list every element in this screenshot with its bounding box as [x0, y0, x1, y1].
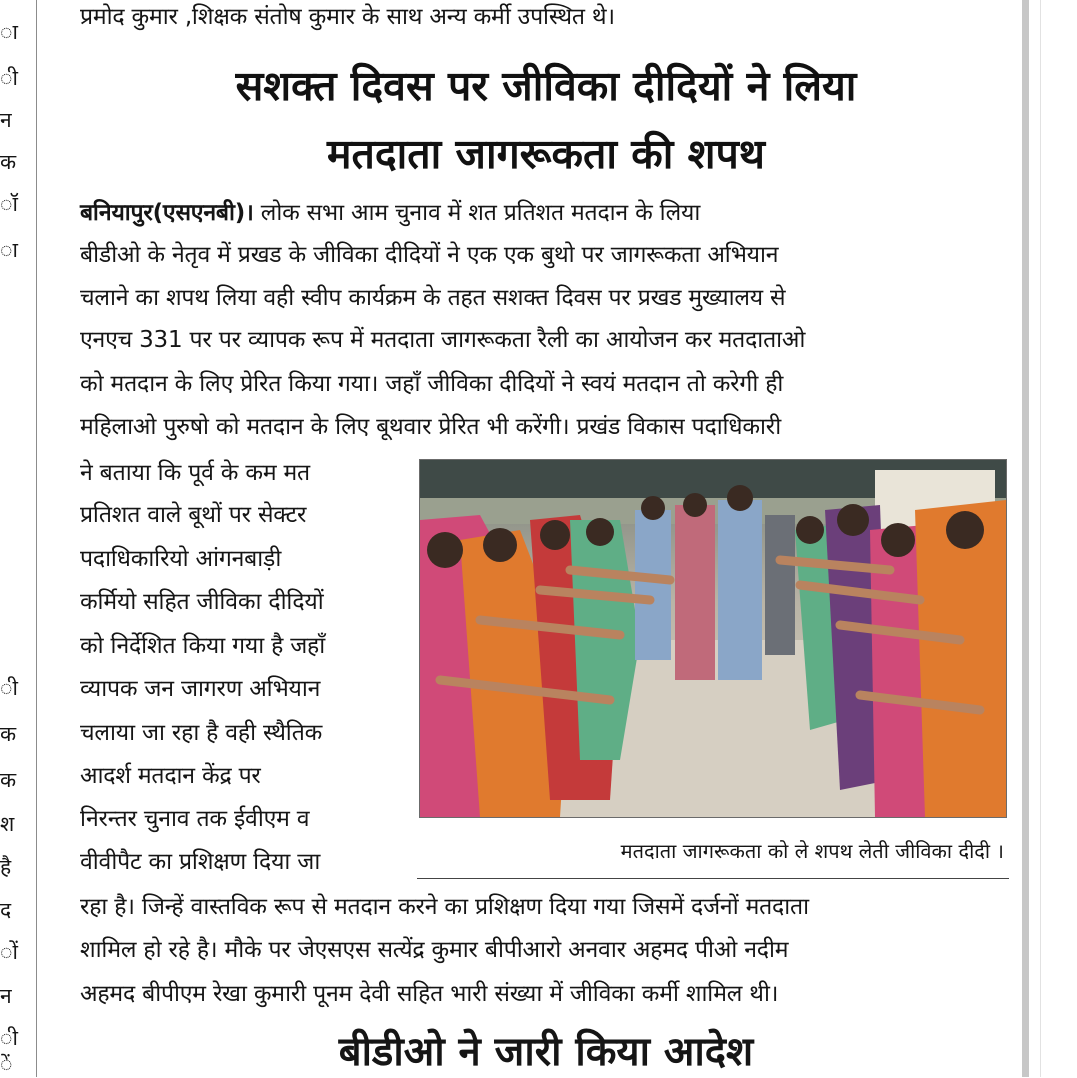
head [837, 504, 869, 536]
left-fragment: ें [0, 1052, 13, 1076]
news-photo [419, 459, 1007, 818]
dateline: बनियापुर(एसएनबी)। [80, 200, 254, 226]
man-3 [718, 500, 762, 680]
left-fragment: ों [0, 940, 18, 964]
narrow-line-6: व्यापक जन जागरण अभियान [80, 676, 321, 702]
women-taking-oath-photo [420, 460, 1006, 817]
left-fragment: न [0, 108, 12, 132]
left-fragment: श [0, 812, 15, 836]
left-fragment: क [0, 722, 17, 746]
man-2 [675, 505, 715, 680]
head [641, 496, 665, 520]
previous-article-last-line: प्रमोद कुमार ,शिक्षक संतोष कुमार के साथ अन्य कर्मी उपस्थित थे। [80, 4, 615, 30]
head [727, 485, 753, 511]
head [540, 520, 570, 550]
head [796, 516, 824, 544]
headline-line-1: सशक्त दिवस पर जीविका दीदियों ने लिया [235, 62, 857, 110]
left-fragment: ी [0, 66, 18, 90]
body-line-8: शामिल हो रहे है। मौके पर जेएसएस सत्येंद्र कुमार बीपीआरो अनवार अहमद पीओ नदीम [80, 937, 789, 963]
left-fragment: ी [0, 1026, 18, 1050]
left-fragment: ॉ [0, 192, 18, 216]
narrow-line-9: निरन्तर चुनाव तक ईवीएम व [80, 806, 310, 832]
left-column-fragments [0, 0, 18, 1077]
narrow-line-3: पदाधिकारियो आंगनबाड़ी [80, 546, 282, 572]
right-edge-line [1040, 0, 1041, 1077]
man-4 [765, 515, 795, 655]
head [483, 528, 517, 562]
narrow-line-7: चलाया जा रहा है वही स्थैतिक [80, 720, 323, 746]
narrow-line-5: को निर्देशित किया गया है जहाँ [80, 633, 326, 659]
body-line-9: अहमद बीपीएम रेखा कुमारी पूनम देवी सहित भारी संख्या में जीविका कर्मी शामिल थी। [80, 981, 779, 1007]
photo-caption: मतदाता जागरूकता को ले शपथ लेती जीविका दीदी । [620, 839, 1004, 863]
left-fragment: ी [0, 676, 18, 700]
man-1 [635, 510, 671, 660]
head [586, 518, 614, 546]
narrow-line-10: वीवीपैट का प्रशिक्षण दिया जा [80, 849, 321, 875]
next-article-headline: बीडीओ ने जारी किया आदेश [338, 1029, 754, 1075]
left-fragment: ा [0, 238, 18, 262]
head [683, 493, 707, 517]
body-line-1 [80, 198, 700, 228]
left-fragment: ा [0, 20, 18, 44]
right-column-divider [1022, 0, 1029, 1077]
head [946, 511, 984, 549]
body-line-2: बीडीओ के नेतृव में प्रखड के जीविका दीदियों ने एक एक बुथो पर जागरूकता अभियान [80, 242, 779, 268]
narrow-line-2: प्रतिशत वाले बूथों पर सेक्टर [80, 502, 307, 528]
narrow-line-1: ने बताया कि पूर्व के कम मत [80, 460, 310, 486]
body-line-5: को मतदान के लिए प्रेरित किया गया। जहाँ जीविका दीदियों ने स्वयं मतदान तो करेगी ही [80, 371, 784, 397]
body-line-3: चलाने का शपथ लिया वही स्वीप कार्यक्रम के तहत सशक्त दिवस पर प्रखड मुख्यालय से [80, 285, 786, 311]
left-fragment: द [0, 898, 12, 922]
column-divider [36, 0, 37, 1077]
head [427, 532, 463, 568]
body-line-7: रहा है। जिन्हें वास्तविक रूप से मतदान करने का प्रशिक्षण दिया गया जिसमें दर्जनों मतदाता [80, 894, 809, 920]
body-line-6: महिलाओ पुरुषो को मतदान के लिए बूथवार प्रेरित भी करेंगी। प्रखंड विकास पदाधिकारी [80, 414, 781, 440]
left-fragment: क [0, 768, 17, 792]
headline-line-2: मतदाता जागरूकता की शपथ [326, 130, 766, 178]
left-fragment: क [0, 150, 17, 174]
body-line-4: एनएच 331 पर पर व्यापक रूप में मतदाता जागरूकता रैली का आयोजन कर मतदाताओ [80, 327, 806, 353]
head [881, 523, 915, 557]
left-fragment: है [0, 855, 12, 879]
narrow-line-4: कर्मियो सहित जीविका दीदियों [80, 589, 324, 615]
left-fragment: न [0, 984, 12, 1008]
caption-rule [417, 878, 1009, 879]
body-text: लोक सभा आम चुनाव में शत प्रतिशत मतदान के लिया [260, 200, 701, 226]
narrow-line-8: आदर्श मतदान केंद्र पर [80, 763, 261, 789]
